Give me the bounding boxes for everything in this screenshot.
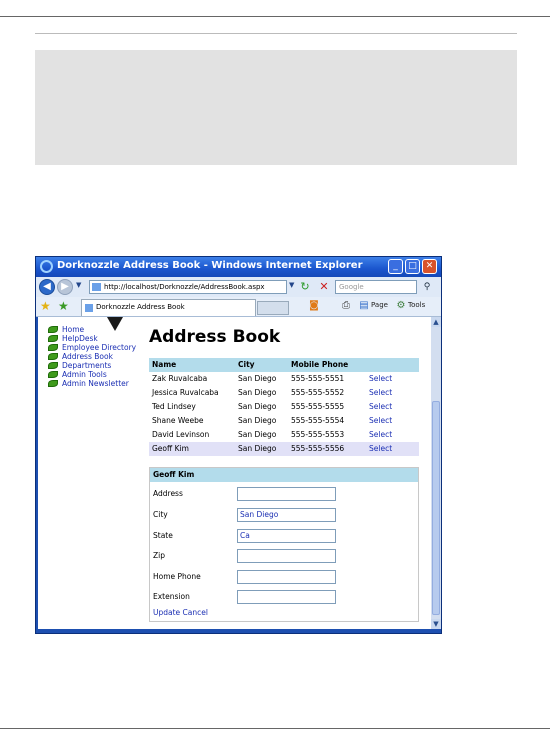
- page-menu-icon[interactable]: ▤: [359, 300, 369, 311]
- table-row-selected: [149, 442, 419, 456]
- search-icon[interactable]: ⚲: [423, 282, 431, 292]
- scroll-down-icon[interactable]: ▼: [431, 619, 441, 629]
- table-row: [149, 428, 419, 442]
- stop-icon[interactable]: ✕: [319, 280, 329, 293]
- favorites-icon[interactable]: ★: [40, 299, 51, 313]
- scroll-thumb[interactable]: [432, 401, 440, 615]
- field-row-home-phone: [153, 570, 415, 584]
- leaf-icon: [48, 371, 58, 378]
- table-row: [149, 400, 419, 414]
- sidebar-item-helpdesk[interactable]: HelpDesk: [48, 334, 136, 343]
- cell-phone: 555-555-5555: [291, 402, 345, 411]
- back-button[interactable]: ◀: [39, 279, 55, 295]
- page-icon: [92, 283, 101, 291]
- url-field[interactable]: [89, 280, 287, 294]
- cell-phone: 555-555-5556: [291, 444, 345, 453]
- leaf-icon: [48, 380, 58, 387]
- history-dropdown-icon[interactable]: ▼: [76, 281, 82, 289]
- cell-phone: 555-555-5551: [291, 374, 345, 383]
- tab-title: Dorknozzle Address Book: [96, 303, 185, 311]
- address-label: Address: [153, 489, 183, 498]
- page-title: Address Book: [149, 327, 281, 347]
- select-link[interactable]: Select: [369, 416, 393, 425]
- column-header-city: City: [238, 360, 255, 369]
- sidebar-item-departments[interactable]: Departments: [48, 361, 136, 370]
- search-input[interactable]: Google: [335, 280, 417, 294]
- page-content: [38, 317, 431, 629]
- cell-city: San Diego: [238, 444, 277, 453]
- page-top-rule: [0, 16, 550, 17]
- field-row-city: [153, 508, 415, 522]
- state-label: State: [153, 531, 173, 540]
- state-field[interactable]: Ca: [237, 529, 336, 543]
- cell-phone: 555-555-5554: [291, 416, 345, 425]
- page-icon: [85, 304, 93, 312]
- cell-city: San Diego: [238, 374, 277, 383]
- page-menu[interactable]: Page: [371, 301, 388, 309]
- grid-header: [149, 358, 419, 372]
- field-row-state: [153, 529, 415, 543]
- detail-title: Geoff Kim: [150, 468, 418, 482]
- city-label: City: [153, 510, 168, 519]
- cell-city: San Diego: [238, 388, 277, 397]
- tab-address-book[interactable]: [81, 299, 256, 316]
- maximize-button[interactable]: □: [405, 259, 420, 274]
- command-bar: [36, 297, 441, 317]
- leaf-icon: [48, 326, 58, 333]
- leaf-icon: [48, 335, 58, 342]
- title-bar[interactable]: [36, 257, 441, 277]
- header-rule: [35, 33, 517, 34]
- vertical-scrollbar[interactable]: [431, 317, 441, 629]
- ie-logo-icon: [40, 260, 53, 273]
- print-icon[interactable]: ⎙: [342, 300, 350, 311]
- cell-phone: 555-555-5553: [291, 430, 345, 439]
- table-row: [149, 386, 419, 400]
- close-button[interactable]: ✕: [422, 259, 437, 274]
- table-row: [149, 372, 419, 386]
- minimize-button[interactable]: _: [388, 259, 403, 274]
- extension-field[interactable]: [237, 590, 336, 604]
- field-row-zip: [153, 549, 415, 563]
- sidebar-menu: [48, 325, 136, 388]
- leaf-icon: [48, 362, 58, 369]
- select-link[interactable]: Select: [369, 388, 393, 397]
- cell-name: David Levinson: [152, 430, 210, 439]
- address-bar: [36, 277, 441, 297]
- cell-name: Ted Lindsey: [152, 402, 196, 411]
- select-link[interactable]: Select: [369, 444, 393, 453]
- sidebar-item-admin-tools[interactable]: Admin Tools: [48, 370, 136, 379]
- column-header-mobile: Mobile Phone: [291, 360, 349, 369]
- add-favorites-icon[interactable]: ★: [58, 299, 69, 313]
- address-field[interactable]: [237, 487, 336, 501]
- url-dropdown-icon[interactable]: ▼: [289, 281, 295, 289]
- home-phone-field[interactable]: [237, 570, 336, 584]
- select-link[interactable]: Select: [369, 402, 393, 411]
- new-tab-button[interactable]: [257, 301, 289, 315]
- sidebar-item-admin-newsletter[interactable]: Admin Newsletter: [48, 379, 136, 388]
- field-row-extension: [153, 590, 415, 604]
- extension-label: Extension: [153, 592, 190, 601]
- window-title: Dorknozzle Address Book - Windows Internet Explorer: [57, 260, 363, 271]
- cell-name: Shane Weebe: [152, 416, 204, 425]
- employee-detail-form: [149, 467, 419, 622]
- update-cancel-links[interactable]: Update Cancel: [153, 608, 208, 617]
- scroll-up-icon[interactable]: ▲: [431, 317, 441, 327]
- zip-field[interactable]: [237, 549, 336, 563]
- page-bottom-rule: [0, 728, 550, 729]
- cell-name: Jessica Ruvalcaba: [152, 388, 219, 397]
- cell-name: Geoff Kim: [152, 444, 189, 453]
- cell-city: San Diego: [238, 402, 277, 411]
- select-link[interactable]: Select: [369, 374, 393, 383]
- table-row: [149, 414, 419, 428]
- home-phone-label: Home Phone: [153, 572, 201, 581]
- leaf-icon: [48, 353, 58, 360]
- city-field[interactable]: San Diego: [237, 508, 336, 522]
- cell-city: San Diego: [238, 430, 277, 439]
- sidebar-item-employee-directory[interactable]: Employee Directory: [48, 343, 136, 352]
- forward-button[interactable]: ▶: [57, 279, 73, 295]
- zip-label: Zip: [153, 551, 165, 560]
- sidebar-item-home[interactable]: Home: [48, 325, 136, 334]
- cell-city: San Diego: [238, 416, 277, 425]
- cell-name: Zak Ruvalcaba: [152, 374, 208, 383]
- tools-menu[interactable]: Tools: [408, 301, 426, 309]
- field-row-address: [153, 487, 415, 501]
- column-header-name: Name: [152, 360, 177, 369]
- leaf-icon: [48, 344, 58, 351]
- feeds-icon[interactable]: ◙: [309, 300, 319, 311]
- url-text: http://localhost/Dorknozzle/AddressBook.aspx: [104, 283, 265, 291]
- tools-gear-icon[interactable]: ⚙: [396, 300, 406, 311]
- refresh-icon[interactable]: ↻: [300, 280, 310, 293]
- cell-phone: 555-555-5552: [291, 388, 345, 397]
- select-link[interactable]: Select: [369, 430, 393, 439]
- browser-window: [35, 256, 442, 634]
- grey-panel: [35, 50, 517, 165]
- sidebar-item-address-book[interactable]: Address Book: [48, 352, 136, 361]
- address-grid: [149, 358, 419, 456]
